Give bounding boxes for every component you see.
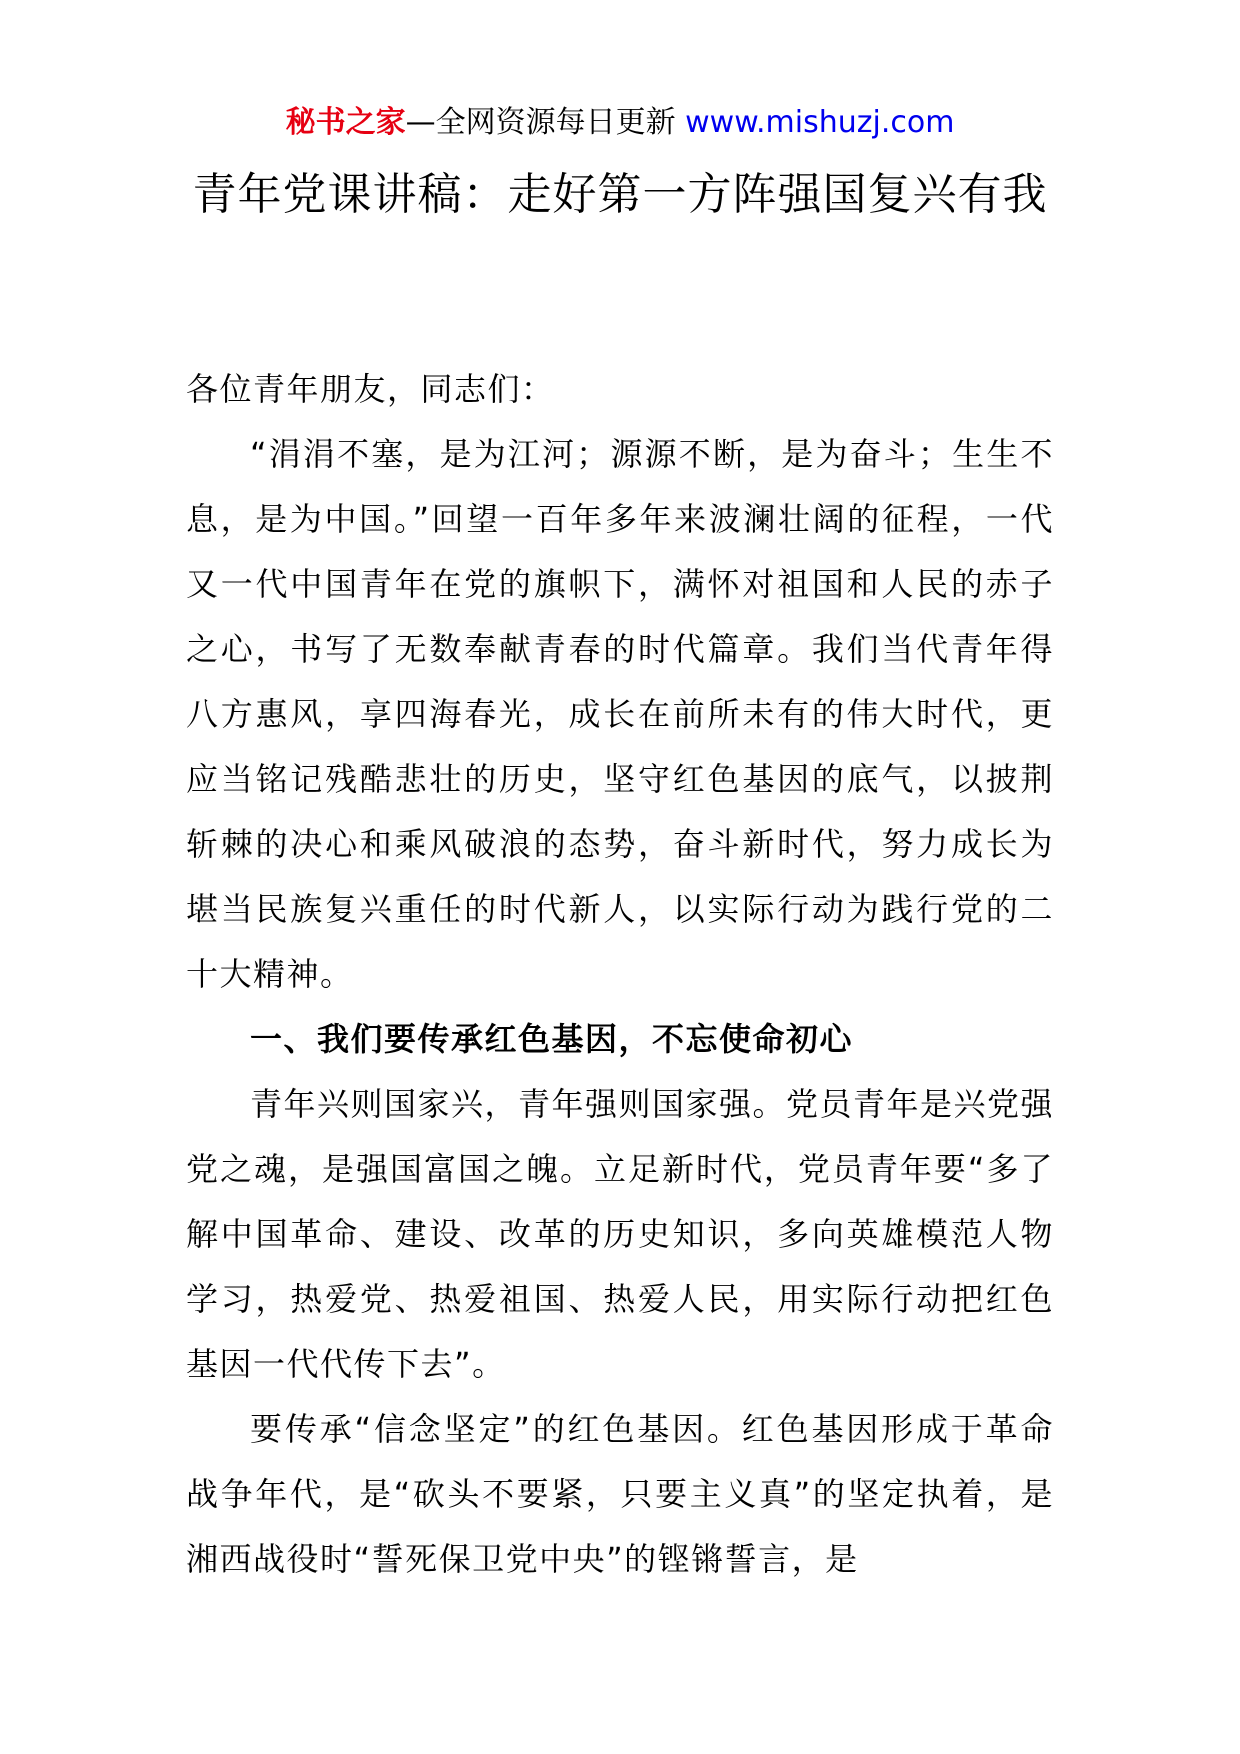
site-brand: 秘书之家 [285, 105, 406, 140]
document-body [186, 357, 1054, 1592]
site-tagline: —全网资源每日更新 [405, 105, 686, 140]
salutation: 各位青年朋友，同志们： [186, 370, 555, 408]
paragraph: 青年兴则国家兴，青年强则国家强。党员青年是兴党强党之魂，是强国富国之魄。立足新时代，党员青年要“多了解中国革命、建设、改革的历史知识，多向英雄模范人物学习，热爱党、热爱祖国、热爱人民，用实际行动把红色基因一代代传下去”。 [186, 1085, 1055, 1383]
document-title: 青年党课讲稿：走好第一方阵强国复兴有我 [192, 169, 1048, 220]
paragraph: “涓涓不塞，是为江河；源源不断，是为奋斗；生生不息，是为中国。”回望一百年多年来波澜壮阔的征程，一代又一代中国青年在党的旗帜下，满怀对祖国和人民的赤子之心，书写了无数奉献青春的时代篇章。我们当代青年得八方惠风，享四海春光，成长在前所未有的伟大时代，更应当铭记残酷悲壮的历史，坚守红色基因的底气，以披荆斩棘的决心和乘风破浪的态势，奋斗新时代，努力成长为堪当民族复兴重任的时代新人，以实际行动为践行党的二十大精神。 [186, 435, 1054, 993]
paragraph: 要传承“信念坚定”的红色基因。红色基因形成于革命战争年代，是“砍头不要紧，只要主义真”的坚定执着，是湘西战役时“誓死保卫党中央”的铿锵誓言，是 [186, 1410, 1054, 1578]
site-header [0, 102, 1240, 144]
section-heading: 一、我们要传承红色基因，不忘使命初心 [250, 1020, 854, 1058]
site-url-link[interactable]: www.mishuzj.com [685, 105, 955, 140]
